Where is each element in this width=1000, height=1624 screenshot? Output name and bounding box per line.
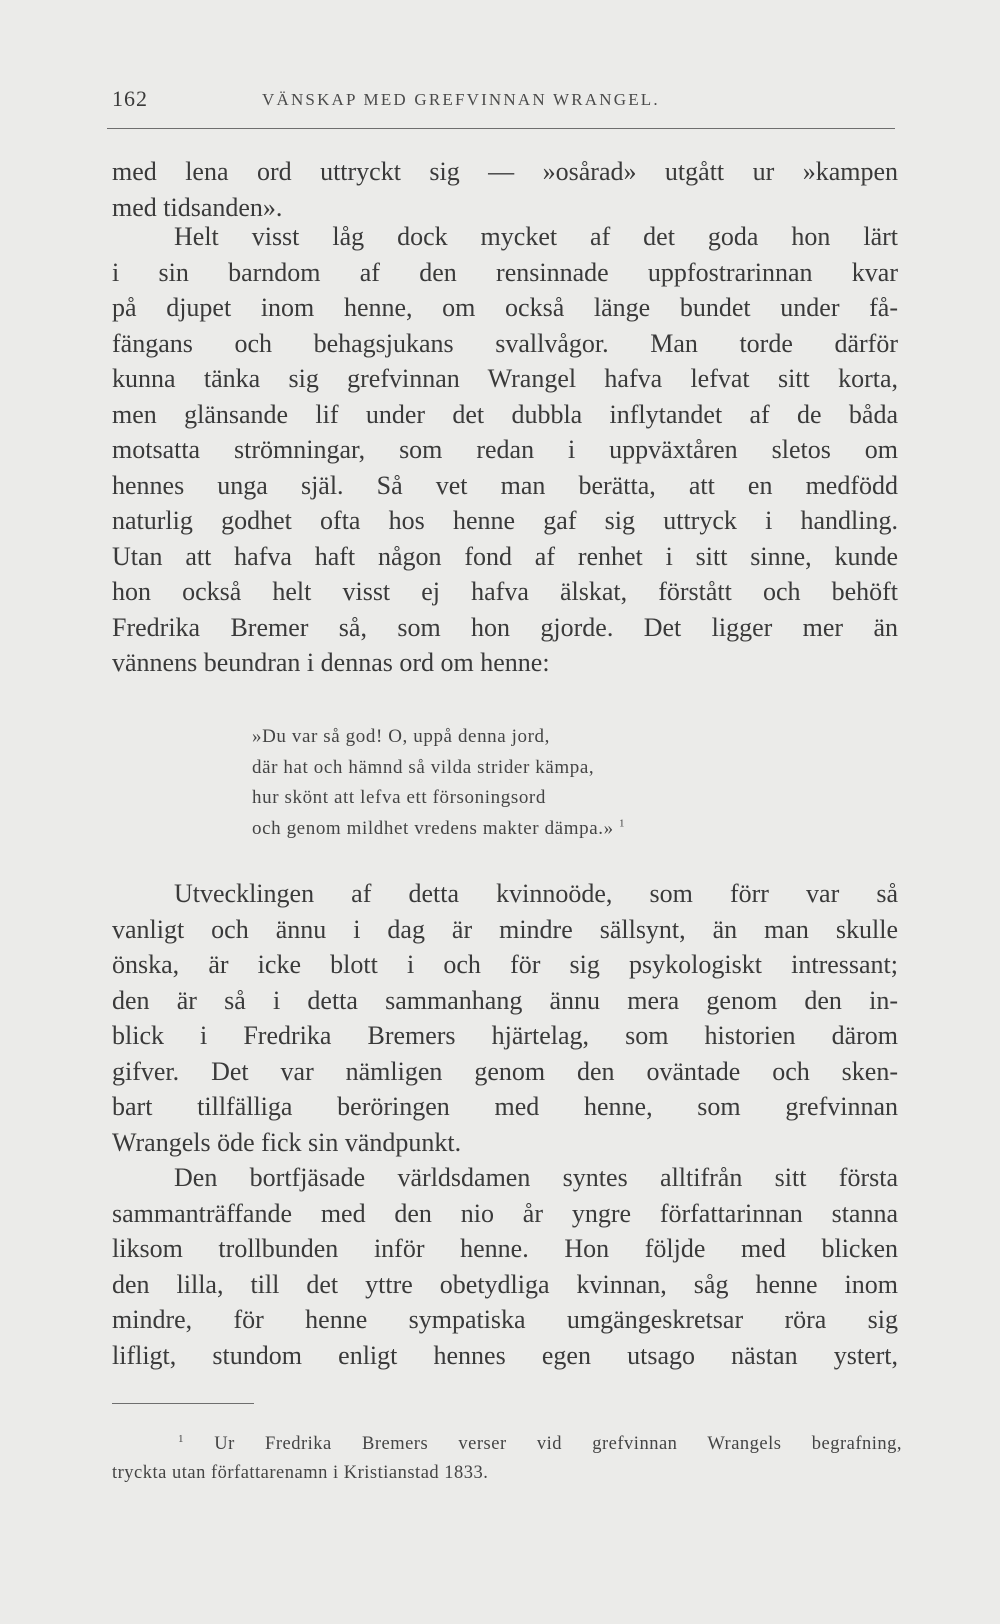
text-line: kunna tänka sig grefvinnan Wrangel hafva lefvat sitt korta, bbox=[112, 364, 898, 393]
page-header bbox=[112, 86, 892, 118]
text-line: vännens beundran i dennas ord om henne: bbox=[112, 648, 550, 677]
text-line: hon också helt visst ej hafva älskat, förstått och behöft bbox=[112, 577, 898, 606]
header-rule bbox=[107, 128, 895, 129]
poem-line: »Du var så god! O, uppå denna jord, bbox=[252, 726, 551, 747]
running-head: VÄNSKAP MED GREFVINNAN WRANGEL. bbox=[262, 90, 660, 109]
footnote bbox=[112, 1430, 902, 1488]
footnote-reference: 1 bbox=[619, 817, 626, 830]
paragraph-continuation bbox=[112, 154, 898, 225]
text-line: önska, är icke blott i och för sig psykologiskt intressant; bbox=[112, 950, 898, 979]
text-line: Utan att hafva haft någon fond af renhet i sitt sinne, kunde bbox=[112, 541, 898, 571]
text-line: på djupet inom henne, om också länge bundet under få- bbox=[112, 293, 898, 322]
text-line: fängans och behagsjukans svallvågor. Man torde därför bbox=[112, 328, 898, 358]
text-line: blick i Fredrika Bremers hjärtelag, som historien därom bbox=[112, 1021, 898, 1050]
text-line: Wrangels öde fick sin vändpunkt. bbox=[112, 1127, 462, 1157]
text-line: hennes unga själ. Så vet man berätta, att en medfödd bbox=[112, 470, 898, 500]
poem-line: där hat och hämnd så vilda strider kämpa, bbox=[252, 756, 595, 778]
text-line: lifligt, stundom enligt hennes egen utsago nästan ystert, bbox=[112, 1340, 898, 1370]
text-line: mindre, för henne sympatiska umgängeskretsar röra sig bbox=[112, 1305, 898, 1334]
text-line: Den bortfjäsade världsdamen syntes alltifrån sitt första bbox=[174, 1163, 898, 1192]
text-line: med lena ord uttryckt sig — »osårad» utgått ur »kampen bbox=[112, 157, 898, 186]
text-line: med tidsanden». bbox=[112, 192, 283, 222]
paragraph-helt-visst bbox=[112, 219, 898, 681]
text-line: men glänsande lif under det dubbla inflytandet af de båda bbox=[112, 399, 898, 429]
text-line: bart tillfälliga beröringen med henne, som grefvinnan bbox=[112, 1092, 898, 1121]
poem-line-text: och genom mildhet vredens makter dämpa.» bbox=[252, 817, 614, 839]
poem-quote bbox=[252, 722, 625, 844]
footnote-line-text: Ur Fredrika Bremers verser vid grefvinnan Wrangels begrafning, bbox=[214, 1434, 902, 1454]
text-line: sammanträffande med den nio år yngre författarinnan stanna bbox=[112, 1198, 898, 1228]
text-line: vanligt och ännu i dag är mindre sällsynt, än man skulle bbox=[112, 914, 898, 944]
poem-line bbox=[252, 814, 625, 845]
poem-line: hur skönt att lefva ett försoningsord bbox=[252, 787, 546, 808]
text-line: liksom trollbunden inför henne. Hon följde med blicken bbox=[112, 1234, 898, 1263]
footnote-line bbox=[112, 1430, 902, 1459]
text-line: den lilla, till det yttre obetydliga kvinnan, såg henne inom bbox=[112, 1269, 898, 1299]
footnote-line: tryckta utan författarenamn i Kristianstad 1833. bbox=[112, 1463, 489, 1483]
text-line: motsatta strömningar, som redan i uppväxtåren sletos om bbox=[112, 435, 898, 464]
text-line: Utvecklingen af detta kvinnoöde, som förr var så bbox=[174, 879, 898, 908]
text-line: naturlig godhet ofta hos henne gaf sig uttryck i handling. bbox=[112, 506, 898, 535]
paragraph-utvecklingen bbox=[112, 876, 898, 1373]
footnote-rule bbox=[112, 1403, 254, 1404]
text-line: Helt visst låg dock mycket af det goda hon lärt bbox=[174, 222, 898, 251]
text-line: den är så i detta sammanhang ännu mera genom den in- bbox=[112, 985, 898, 1015]
text-line: Fredrika Bremer så, som hon gjorde. Det ligger mer än bbox=[112, 612, 898, 642]
footnote-mark: 1 bbox=[178, 1432, 184, 1445]
page-number: 162 bbox=[112, 86, 148, 111]
text-line: i sin barndom af den rensinnade uppfostrarinnan kvar bbox=[112, 257, 898, 287]
text-line: gifver. Det var nämligen genom den oväntade och sken- bbox=[112, 1056, 898, 1086]
